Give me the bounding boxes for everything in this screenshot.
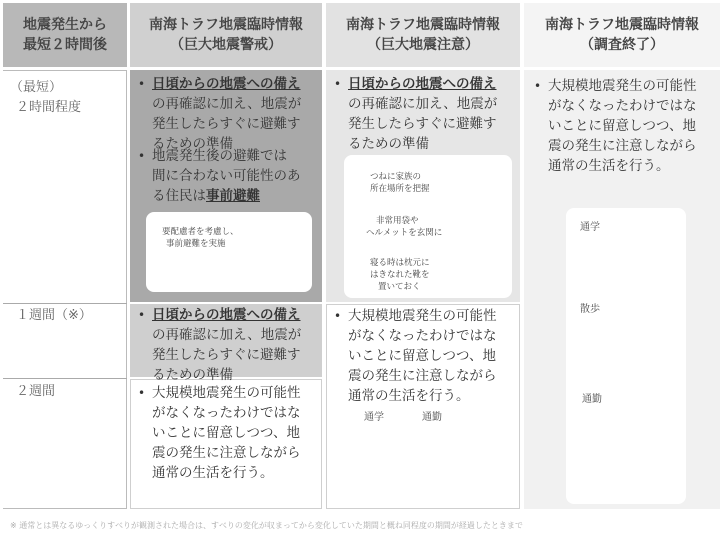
c3-card-work: 通勤 <box>582 394 602 405</box>
c2-illustration-card <box>344 155 512 298</box>
row-label-2week: ２週間 <box>16 384 56 399</box>
c1-bullet-prepare: • 日頃からの地震への備え の再確認に加え、地震が 発生したらすぐに避難す るための準備 <box>138 76 302 152</box>
c2-card-shoes: 寝る時は枕元に <box>370 258 430 268</box>
c1-bullet-evacuate: • 地震発生後の避難では 間に合わない可能性のあ る住民は事前避難 <box>138 148 301 204</box>
c2-card-bag-2: ヘルメットを玄関に <box>366 228 443 238</box>
header-col3: 南海トラフ地震臨時情報 （調査終了） <box>545 17 699 53</box>
c2-card-bag: 非常用袋や <box>376 216 419 226</box>
header-col1: 南海トラフ地震臨時情報 （巨大地震警戒） <box>149 17 303 53</box>
header-col0: 地震発生から 最短２時間後 <box>23 17 107 53</box>
c2-card-shoes-2: はきなれた靴を <box>370 270 430 280</box>
c2-bullet-prepare: • 日頃からの地震への備え の再確認に加え、地震が 発生したらすぐに避難す るための準備 <box>334 76 498 152</box>
row-divider-2 <box>3 378 127 379</box>
c2-card-school: 通学 <box>364 412 384 423</box>
c2-bullet-normal: • 大規模地震発生の可能性 がなくなったわけではな いことに留意しつつ、地 震の発生に注意しながら 通常の生活を行う。 <box>334 308 497 404</box>
c0-body <box>3 70 127 509</box>
c3-card-walk: 散歩 <box>580 304 600 315</box>
c2-card-shoes-3: 置いておく <box>378 282 421 292</box>
row-divider-1 <box>3 303 127 304</box>
footnote: ※ 通常とは異なるゆっくりすべりが観測された場合は、すべりの変化が収まってから変化していた期間と概ね同程度の期間が経過したときまで <box>10 521 523 530</box>
c3-card-school: 通学 <box>580 222 600 233</box>
c1-card-text-2: 事前避難を実施 <box>166 239 226 249</box>
c2-card-work: 通勤 <box>422 412 442 423</box>
c3-bullet-normal: • 大規模地震発生の可能性 がなくなったわけではな いことに留意しつつ、地 震の発生に注意しながら 通常の生活を行う。 <box>534 78 697 174</box>
c1-illustration-card <box>146 212 312 292</box>
c2-card-family-2: 所在場所を把握 <box>370 184 430 194</box>
c2-commute-card <box>356 404 506 504</box>
c1-bullet-week: • 日頃からの地震への備え の再確認に加え、地震が 発生したらすぐに避難す るための準備 <box>138 307 302 383</box>
row-label-1week: １週間（※） <box>16 308 92 323</box>
c1-bullet-normal: • 大規模地震発生の可能性 がなくなったわけではな いことに留意しつつ、地 震の発生に注意しながら 通常の生活を行う。 <box>138 385 301 481</box>
header-col2: 南海トラフ地震臨時情報 （巨大地震注意） <box>346 17 500 53</box>
c3-activity-card <box>566 208 686 504</box>
c2-card-family: つねに家族の <box>370 172 422 182</box>
c1-card-text-1: 要配慮者を考慮し、 <box>162 227 239 237</box>
row-label-2h: （最短） ２時間程度 <box>10 80 82 115</box>
